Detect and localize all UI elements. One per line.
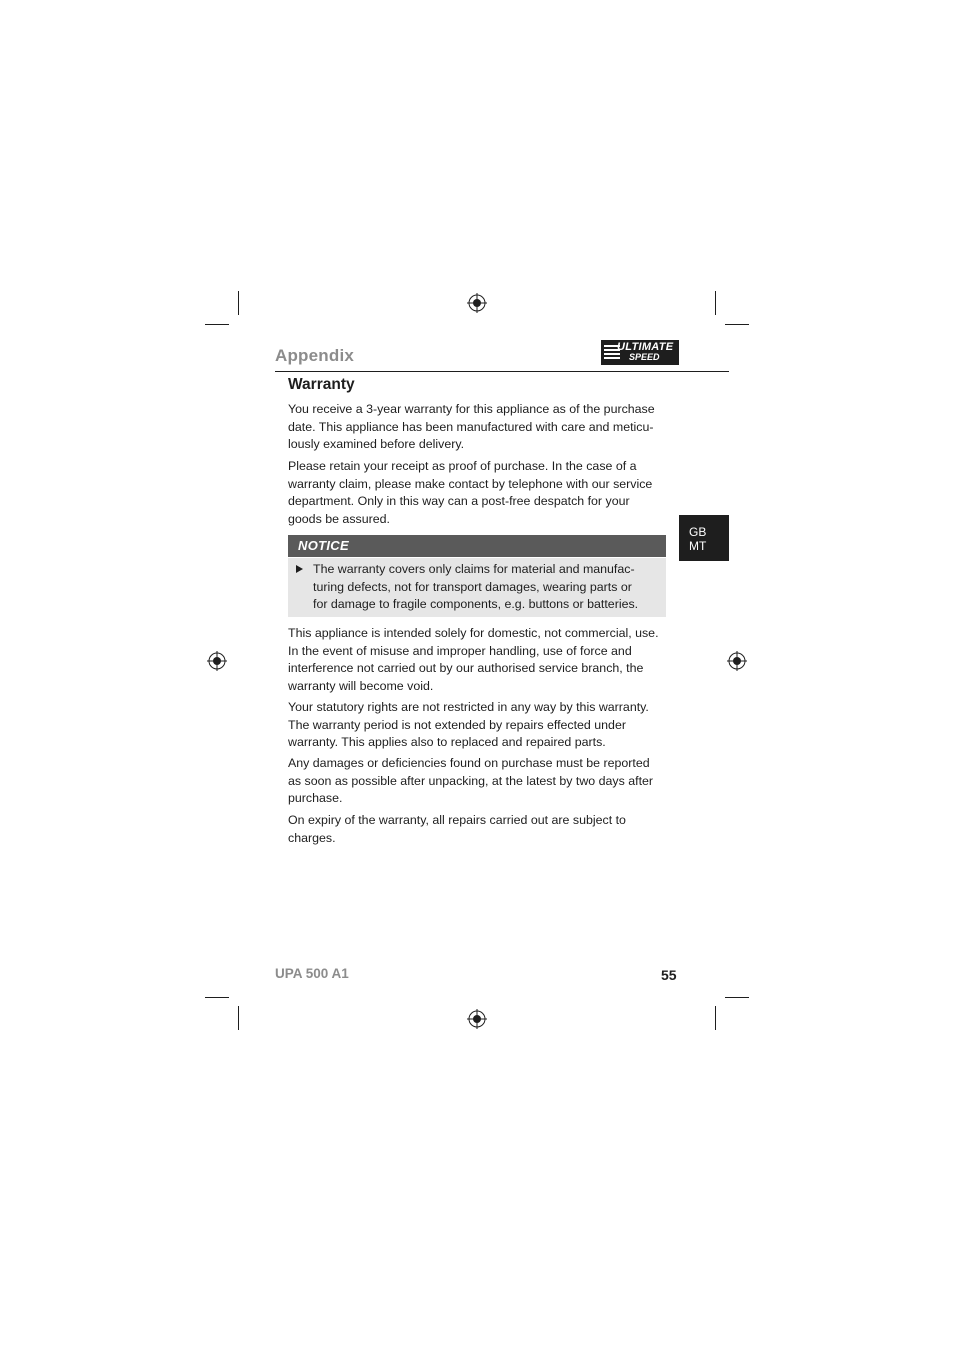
section-title: Appendix (275, 346, 355, 365)
logo-text: SPEED (629, 352, 660, 362)
text-line: In the event of misuse and improper handling, use of force and (288, 643, 632, 658)
text-line: interference not carried out by our authorised service branch, the (288, 661, 644, 675)
text-line: date. This appliance has been manufactured with care and meticu- (288, 419, 654, 434)
notice-title: NOTICE (298, 538, 349, 553)
text-line: purchase. (288, 791, 343, 805)
header-divider (275, 371, 729, 372)
text-line: Any damages or deficiencies found on purchase must be reported (288, 756, 650, 770)
footer-model: UPA 500 A1 (275, 966, 349, 981)
logo-text: ULTIMATE (617, 341, 674, 353)
language-code: GB (689, 525, 707, 539)
crop-mark (238, 291, 239, 315)
registration-mark-icon (467, 1009, 487, 1029)
crop-mark (205, 324, 229, 325)
text-line: as soon as possible after unpacking, at the latest by two days after (288, 773, 654, 788)
crop-mark (725, 997, 749, 998)
notice-text (313, 561, 663, 614)
paragraph-expiry (288, 812, 668, 847)
registration-mark-icon (727, 651, 747, 671)
paragraph-domestic-use (288, 625, 668, 695)
text-line: turing defects, not for transport damages, wearing parts or (313, 579, 632, 594)
text-line: warranty claim, please make contact by telephone with our service (288, 476, 653, 491)
bullet-arrow-icon (296, 565, 303, 573)
registration-mark-icon (207, 651, 227, 671)
paragraph-warranty-period (288, 401, 668, 454)
registration-mark-icon (467, 293, 487, 313)
text-line: warranty will become void. (288, 678, 434, 693)
warranty-heading: Warranty (288, 376, 355, 393)
crop-mark (205, 997, 229, 998)
language-tab (679, 515, 729, 561)
text-line: You receive a 3-year warranty for this appliance as of the purchase (288, 402, 655, 416)
text-line: Your statutory rights are not restricted in any way by this warranty. (288, 700, 649, 714)
page-number: 55 (661, 967, 677, 983)
text-line: goods be assured. (288, 511, 390, 526)
crop-mark (238, 1006, 239, 1030)
crop-mark (715, 291, 716, 315)
language-code: MT (689, 539, 707, 553)
text-line: for damage to fragile components, e.g. buttons or batteries. (313, 597, 639, 611)
text-line: Please retain your receipt as proof of purchase. In the case of a (288, 459, 637, 473)
text-line: warranty. This applies also to replaced and repaired parts. (288, 735, 606, 749)
text-line: lously examined before delivery. (288, 437, 465, 451)
crop-mark (715, 1006, 716, 1030)
crop-mark (725, 324, 749, 325)
notice-box (288, 558, 666, 617)
text-line: charges. (288, 830, 336, 845)
paragraph-damages (288, 755, 668, 808)
text-line: The warranty period is not extended by repairs effected under (288, 717, 626, 732)
paragraph-receipt (288, 458, 668, 528)
paragraph-statutory-rights (288, 699, 668, 752)
text-line: The warranty covers only claims for material and manufac- (313, 562, 635, 576)
text-line: On expiry of the warranty, all repairs carried out are subject to (288, 813, 626, 827)
text-line: This appliance is intended solely for domestic, not commercial, use. (288, 626, 659, 640)
brand-logo (601, 340, 679, 365)
notice-header (288, 535, 666, 557)
text-line: department. Only in this way can a post-free despatch for your (288, 494, 630, 508)
